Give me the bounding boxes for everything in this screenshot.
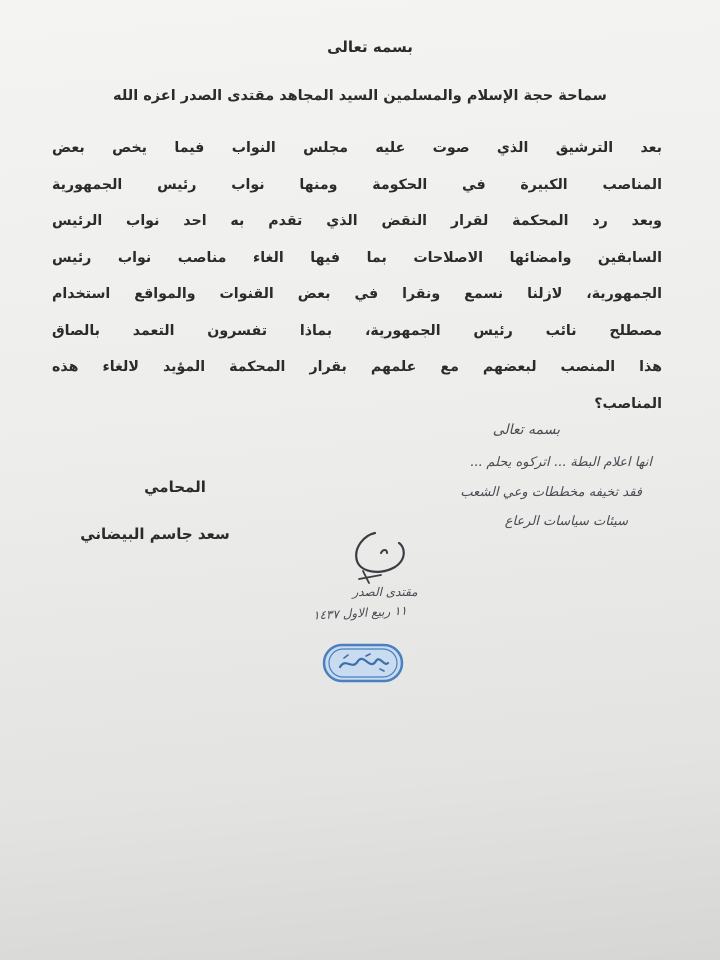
seal-stamp [322, 643, 404, 683]
body-line: بعد الترشيق الذي صوت عليه مجلس النواب فيما يخص بعض [52, 140, 662, 156]
body-line: الجمهورية، لازلنا نسمع ونقرا في بعض القنوات والمواقع استخدام [52, 286, 662, 302]
body-line: مصطلح نائب رئيس الجمهورية، بماذا تفسرون التعمد بالصاق [52, 322, 662, 339]
reply-line: بسمه تعالى [492, 422, 560, 438]
signer-name: سعد جاسم البيضاني [80, 525, 230, 543]
body-line: هذا المنصب لبعضهم مع علمهم بقرار المحكمة المؤيد لالغاء هذه [52, 359, 662, 375]
signer-title: المحامي [144, 478, 206, 496]
letter-body [52, 130, 662, 422]
reply-line: فقد تخيفه مخططات وعي الشعب [460, 485, 642, 500]
body-line: السابقين وامضائها الاصلاحات بما فيها الغاء مناصب نواب رئيس [52, 249, 662, 266]
reply-line: سيئات سياسات الرعاع [504, 514, 628, 529]
body-line: المناصب؟ [594, 395, 662, 412]
signature-mark [335, 525, 425, 585]
basmala-heading: بسمه تعالى [327, 38, 413, 56]
addressee-line: سماحة حجة الإسلام والمسلمين السيد المجاهد مقتدى الصدر اعزه الله [113, 88, 607, 104]
signature-date: ١١ ربيع الاول ١٤٣٧ [312, 603, 408, 623]
reply-line: انها اعلام البطة ... اتركوه يحلم ... [469, 455, 652, 470]
body-line: وبعد رد المحكمة لقرار النقض الذي تقدم به احد نواب الرئيس [52, 213, 662, 229]
signature-name: مقتدى الصدر [352, 585, 418, 599]
body-line: المناصب الكبيرة في الحكومة ومنها نواب رئيس الجمهورية [52, 176, 662, 193]
